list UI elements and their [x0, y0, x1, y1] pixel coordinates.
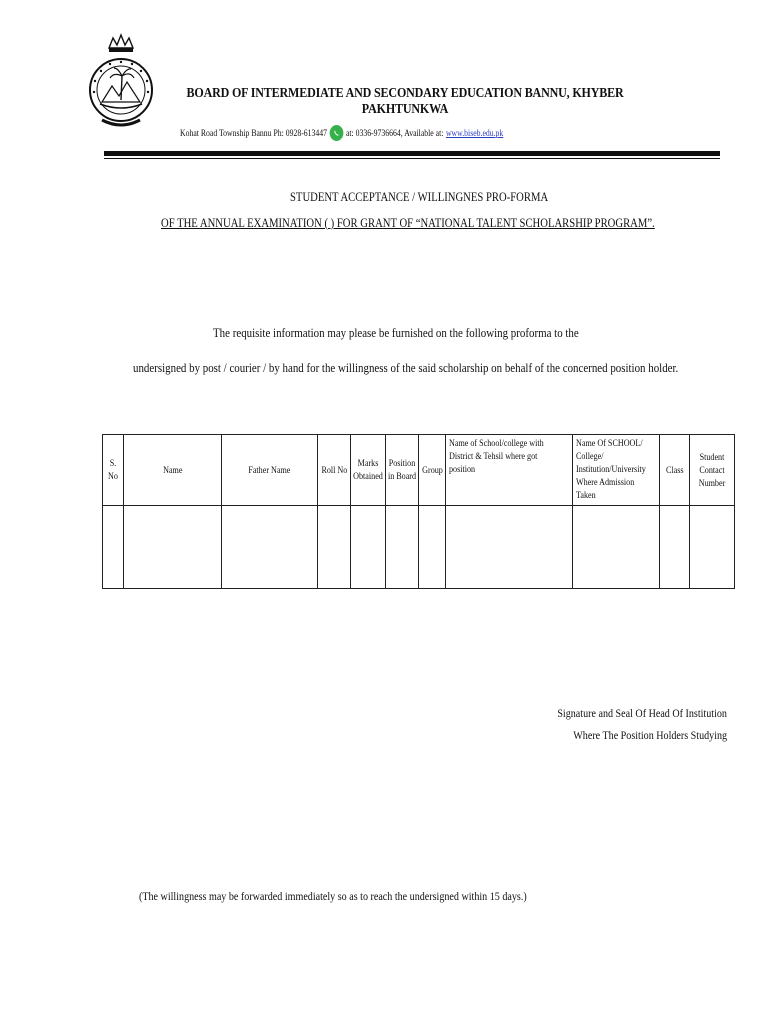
scholarship-table	[102, 434, 735, 589]
form-title: STUDENT ACCEPTANCE / WILLINGNES PRO-FORMA	[290, 189, 549, 204]
col-header-marks-obtained: Marks Obtained	[351, 435, 386, 506]
table-cell[interactable]	[660, 506, 690, 589]
website-link[interactable]: www.biseb.edu.pk	[445, 128, 504, 138]
table-cell[interactable]	[103, 506, 124, 589]
col-header-roll-no: Roll No	[318, 435, 351, 506]
board-title: BOARD OF INTERMEDIATE AND SECONDARY EDUCATION BANNU, KHYBER PAKHTUNKWA	[186, 86, 624, 117]
col-header-position-in-board: Position in Board	[386, 435, 419, 506]
table-cell[interactable]	[446, 506, 573, 589]
table-header-row	[103, 435, 735, 506]
col-header-sno: S. No	[103, 435, 124, 506]
table-cell[interactable]	[419, 506, 446, 589]
table-cell[interactable]	[351, 506, 386, 589]
col-header-school-college: Name of School/college with District & Tehsil where got position	[446, 435, 573, 506]
col-header-student-contact: Student Contact Number	[690, 435, 735, 506]
table-cell[interactable]	[222, 506, 318, 589]
instruction-line-2: undersigned by post / courier / by hand for the willingness of the said scholarship on behalf of the concerned position holder.	[133, 360, 679, 375]
whatsapp-icon	[330, 125, 344, 141]
signature-line-1: Signature and Seal Of Head Of Institution	[557, 706, 727, 720]
col-header-father-name: Father Name	[222, 435, 318, 506]
table-cell[interactable]	[318, 506, 351, 589]
form-subtitle: OF THE ANNUAL EXAMINATION ( ) FOR GRANT OF “NATIONAL TALENT SCHOLARSHIP PROGRAM”.	[161, 215, 655, 230]
table-cell[interactable]	[386, 506, 419, 589]
col-header-class: Class	[660, 435, 690, 506]
col-header-name: Name	[124, 435, 222, 506]
board-seal-logo	[88, 30, 154, 134]
table-cell[interactable]	[690, 506, 735, 589]
contact-mobile: at: 0336-9736664, Available at:	[345, 128, 444, 138]
table-cell[interactable]	[573, 506, 660, 589]
contact-address: Kohat Road Township Bannu Ph: 0928-613447	[180, 128, 328, 138]
contact-line	[180, 125, 550, 141]
col-header-admission-institution: Name Of SCHOOL/ College/ Institution/University Where Admission Taken	[573, 435, 660, 506]
header-rule-thick	[104, 151, 720, 156]
table-cell[interactable]	[124, 506, 222, 589]
signature-line-2: Where The Position Holders Studying	[573, 728, 727, 742]
header-rule-thin	[104, 158, 720, 159]
footer-note: (The willingness may be forwarded immediately so as to reach the undersigned within 15 days.)	[139, 889, 527, 903]
instruction-line-1: The requisite information may please be furnished on the following proforma to the	[213, 325, 579, 340]
col-header-group: Group	[419, 435, 446, 506]
table-row	[103, 506, 735, 589]
